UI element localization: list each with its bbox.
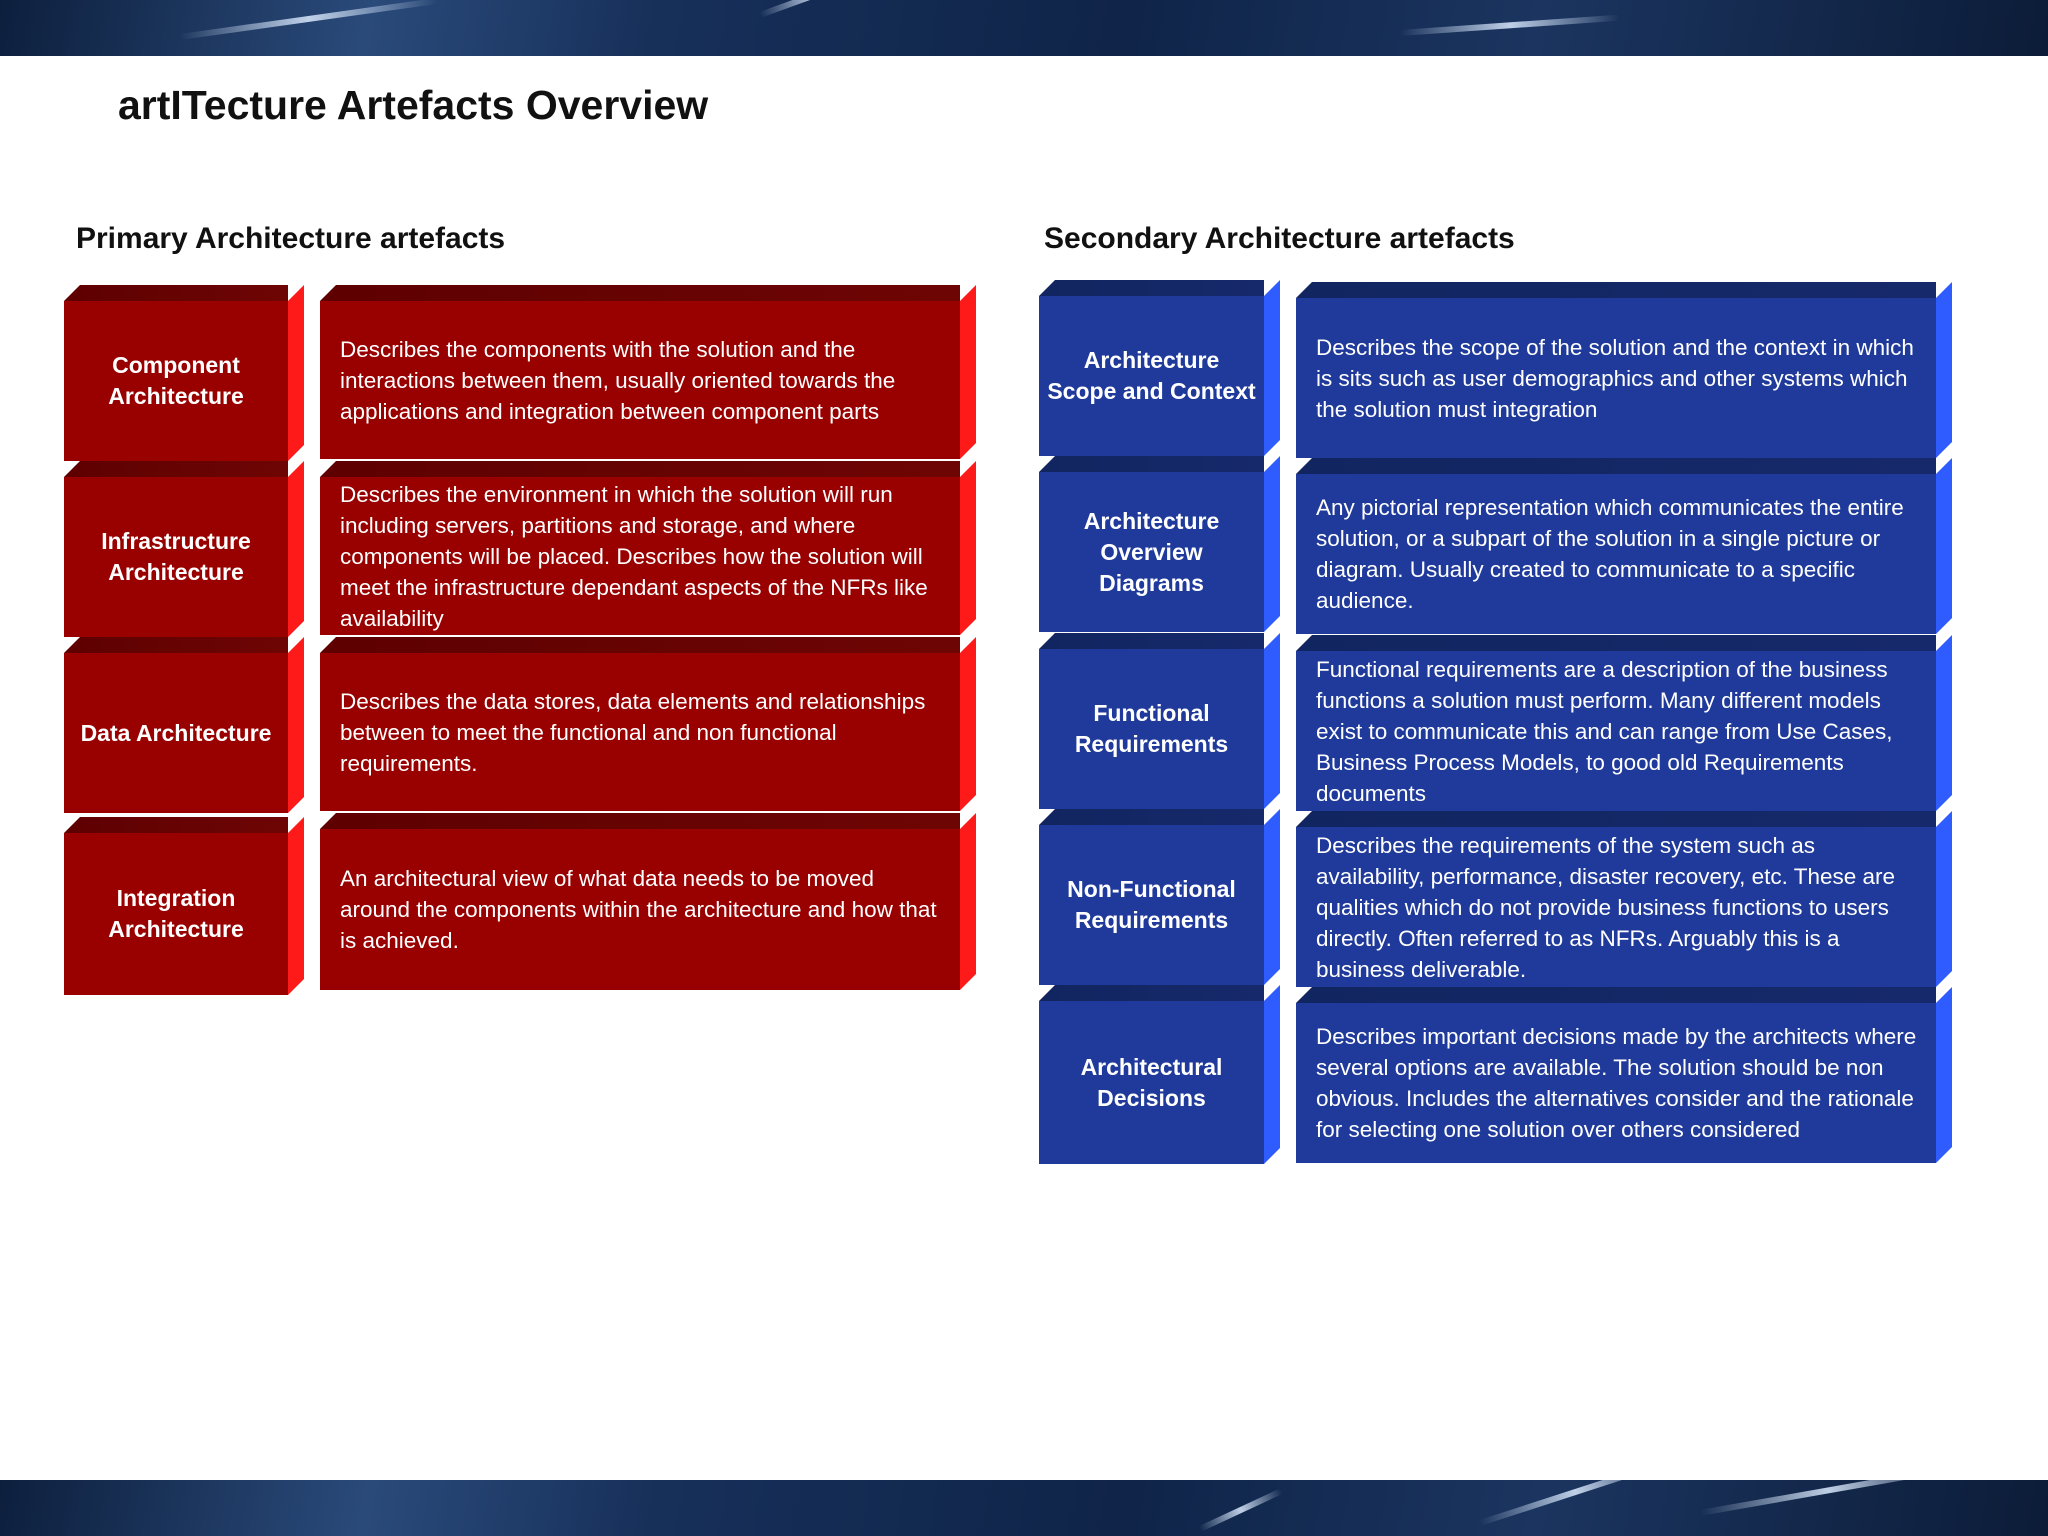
artefact-label: Non-Functional Requirements bbox=[1067, 876, 1236, 933]
primary-description-box-integration-architecture bbox=[320, 829, 960, 990]
secondary-label-box-overview-diagrams bbox=[1039, 472, 1264, 632]
secondary-heading: Secondary Architecture artefacts bbox=[1044, 222, 1515, 255]
artefact-description: Describes the components with the solution and the interactions between them, usually oriented towards the applications and integration between component parts bbox=[340, 336, 896, 424]
secondary-label-box-non-functional-requirements bbox=[1039, 825, 1264, 985]
artefact-description: Describes the requirements of the system such as availability, performance, disaster recovery, etc. These are qualities which do not provide business functions to users directly. Often referred to as NFRs. Arguably this is a business deliverable. bbox=[1316, 832, 1896, 982]
primary-description-box-data-architecture bbox=[320, 653, 960, 811]
primary-label-box-data-architecture bbox=[64, 653, 288, 813]
artefact-label: Infrastructure Architecture bbox=[101, 528, 251, 585]
artefact-label: Functional Requirements bbox=[1074, 700, 1229, 757]
artefact-label: Data Architecture bbox=[80, 719, 272, 746]
banner-streak bbox=[180, 0, 438, 40]
secondary-description-box-non-functional-requirements bbox=[1296, 827, 1936, 987]
artefact-description: An architectural view of what data needs to be moved around the components within the architecture and how that is achieved. bbox=[340, 866, 937, 953]
artefact-description: Describes the environment in which the solution will run including servers, partitions and storage, and where components will be placed. Describes how the solution will meet the infrastructure dependant aspects of the NFRs like availability bbox=[340, 481, 928, 631]
banner-streak bbox=[759, 0, 874, 18]
primary-description-box-infrastructure-architecture bbox=[320, 477, 960, 635]
banner-streak bbox=[1699, 1480, 1956, 1516]
artefact-description: Describes important decisions made by the architects where several options are available. The solution should be non obvious. Includes the alternatives consider and the rationale for selecting one solution over others considered bbox=[1316, 1024, 1917, 1142]
page-title: artITecture Artefacts Overview bbox=[118, 82, 709, 128]
secondary-label-box-architectural-decisions bbox=[1039, 1001, 1264, 1164]
artefact-label: Architectural Decisions bbox=[1080, 1053, 1223, 1111]
top-banner bbox=[0, 0, 2048, 56]
secondary-description-box-overview-diagrams bbox=[1296, 474, 1936, 634]
primary-label-box-integration-architecture bbox=[64, 833, 288, 995]
primary-description-box-component-architecture bbox=[320, 301, 960, 459]
artefact-label: Architecture Overview Diagrams bbox=[1083, 507, 1220, 596]
artefact-label: Architecture Scope and Context bbox=[1047, 347, 1256, 404]
secondary-label-box-scope-and-context bbox=[1039, 296, 1264, 456]
primary-label-box-infrastructure-architecture bbox=[64, 477, 288, 637]
primary-heading: Primary Architecture artefacts bbox=[76, 222, 506, 255]
secondary-label-box-functional-requirements bbox=[1039, 649, 1264, 809]
artefact-description: Describes the data stores, data elements and relationships between to meet the functional and non functional requirements. bbox=[340, 688, 926, 776]
artefact-label: Component Architecture bbox=[108, 352, 244, 409]
banner-streak bbox=[1479, 1480, 1671, 1526]
artefact-description: Functional requirements are a description of the business functions a solution must perform. Many different models exist to communicate this and can range from Use Cases, Business Process Models, to good old Requirements documents bbox=[1316, 656, 1893, 806]
banner-streak bbox=[1199, 1488, 1283, 1531]
primary-label-box-component-architecture bbox=[64, 301, 288, 461]
secondary-description-box-architectural-decisions bbox=[1296, 1003, 1936, 1163]
secondary-description-box-functional-requirements bbox=[1296, 651, 1936, 811]
banner-streak bbox=[1400, 15, 1620, 36]
secondary-description-box-scope-and-context bbox=[1296, 298, 1936, 458]
artefact-description: Any pictorial representation which communicates the entire solution, or a subpart of the solution in a single picture or diagram. Usually created to communicate to a specific audience. bbox=[1316, 495, 1904, 613]
artefact-label: Integration Architecture bbox=[108, 885, 244, 942]
artefact-description: Describes the scope of the solution and the context in which is sits such as user demographics and other systems which the solution must integration bbox=[1316, 334, 1914, 422]
bottom-banner bbox=[0, 1480, 2048, 1536]
